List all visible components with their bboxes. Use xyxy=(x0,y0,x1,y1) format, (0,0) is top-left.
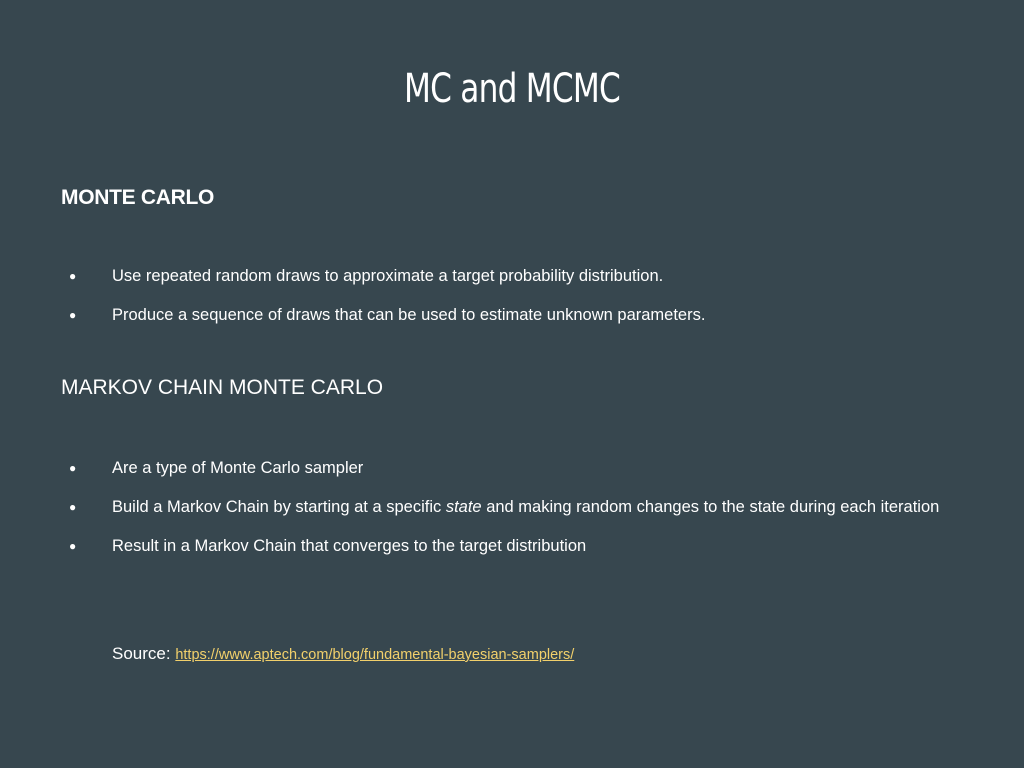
section-heading-mcmc: MARKOV CHAIN MONTE CARLO xyxy=(61,376,384,399)
list-item xyxy=(61,449,961,488)
bullet-icon: ● xyxy=(69,539,77,553)
bullet-icon: ● xyxy=(69,308,77,322)
source-label: Source: xyxy=(112,644,171,663)
list-item xyxy=(61,296,961,335)
bullet-text: Are a type of Monte Carlo sampler xyxy=(112,459,364,477)
monte-carlo-bullet-list xyxy=(61,257,961,335)
mcmc-bullet-list xyxy=(61,449,961,566)
bullet-text-before: Build a Markov Chain by starting at a specific xyxy=(112,498,446,516)
bullet-icon: ● xyxy=(69,461,77,475)
source-citation xyxy=(112,644,574,664)
slide-title: MC and MCMC xyxy=(403,66,621,112)
state-emphasis: state xyxy=(445,498,482,516)
bullet-text: Produce a sequence of draws that can be used to estimate unknown parameters. xyxy=(112,306,706,324)
bullet-icon: ● xyxy=(69,500,77,514)
list-item xyxy=(61,527,961,566)
bullet-text xyxy=(112,498,939,516)
source-link[interactable]: https://www.aptech.com/blog/fundamental-bayesian-samplers/ xyxy=(175,647,575,663)
bullet-text: Use repeated random draws to approximate a target probability distribution. xyxy=(112,267,664,285)
bullet-text-after: and making random changes to the state during each iteration xyxy=(481,498,940,516)
list-item xyxy=(61,488,961,527)
bullet-icon: ● xyxy=(69,269,77,283)
bullet-text: Result in a Markov Chain that converges to the target distribution xyxy=(112,537,587,555)
section-heading-monte-carlo: MONTE CARLO xyxy=(61,186,215,209)
list-item xyxy=(61,257,961,296)
